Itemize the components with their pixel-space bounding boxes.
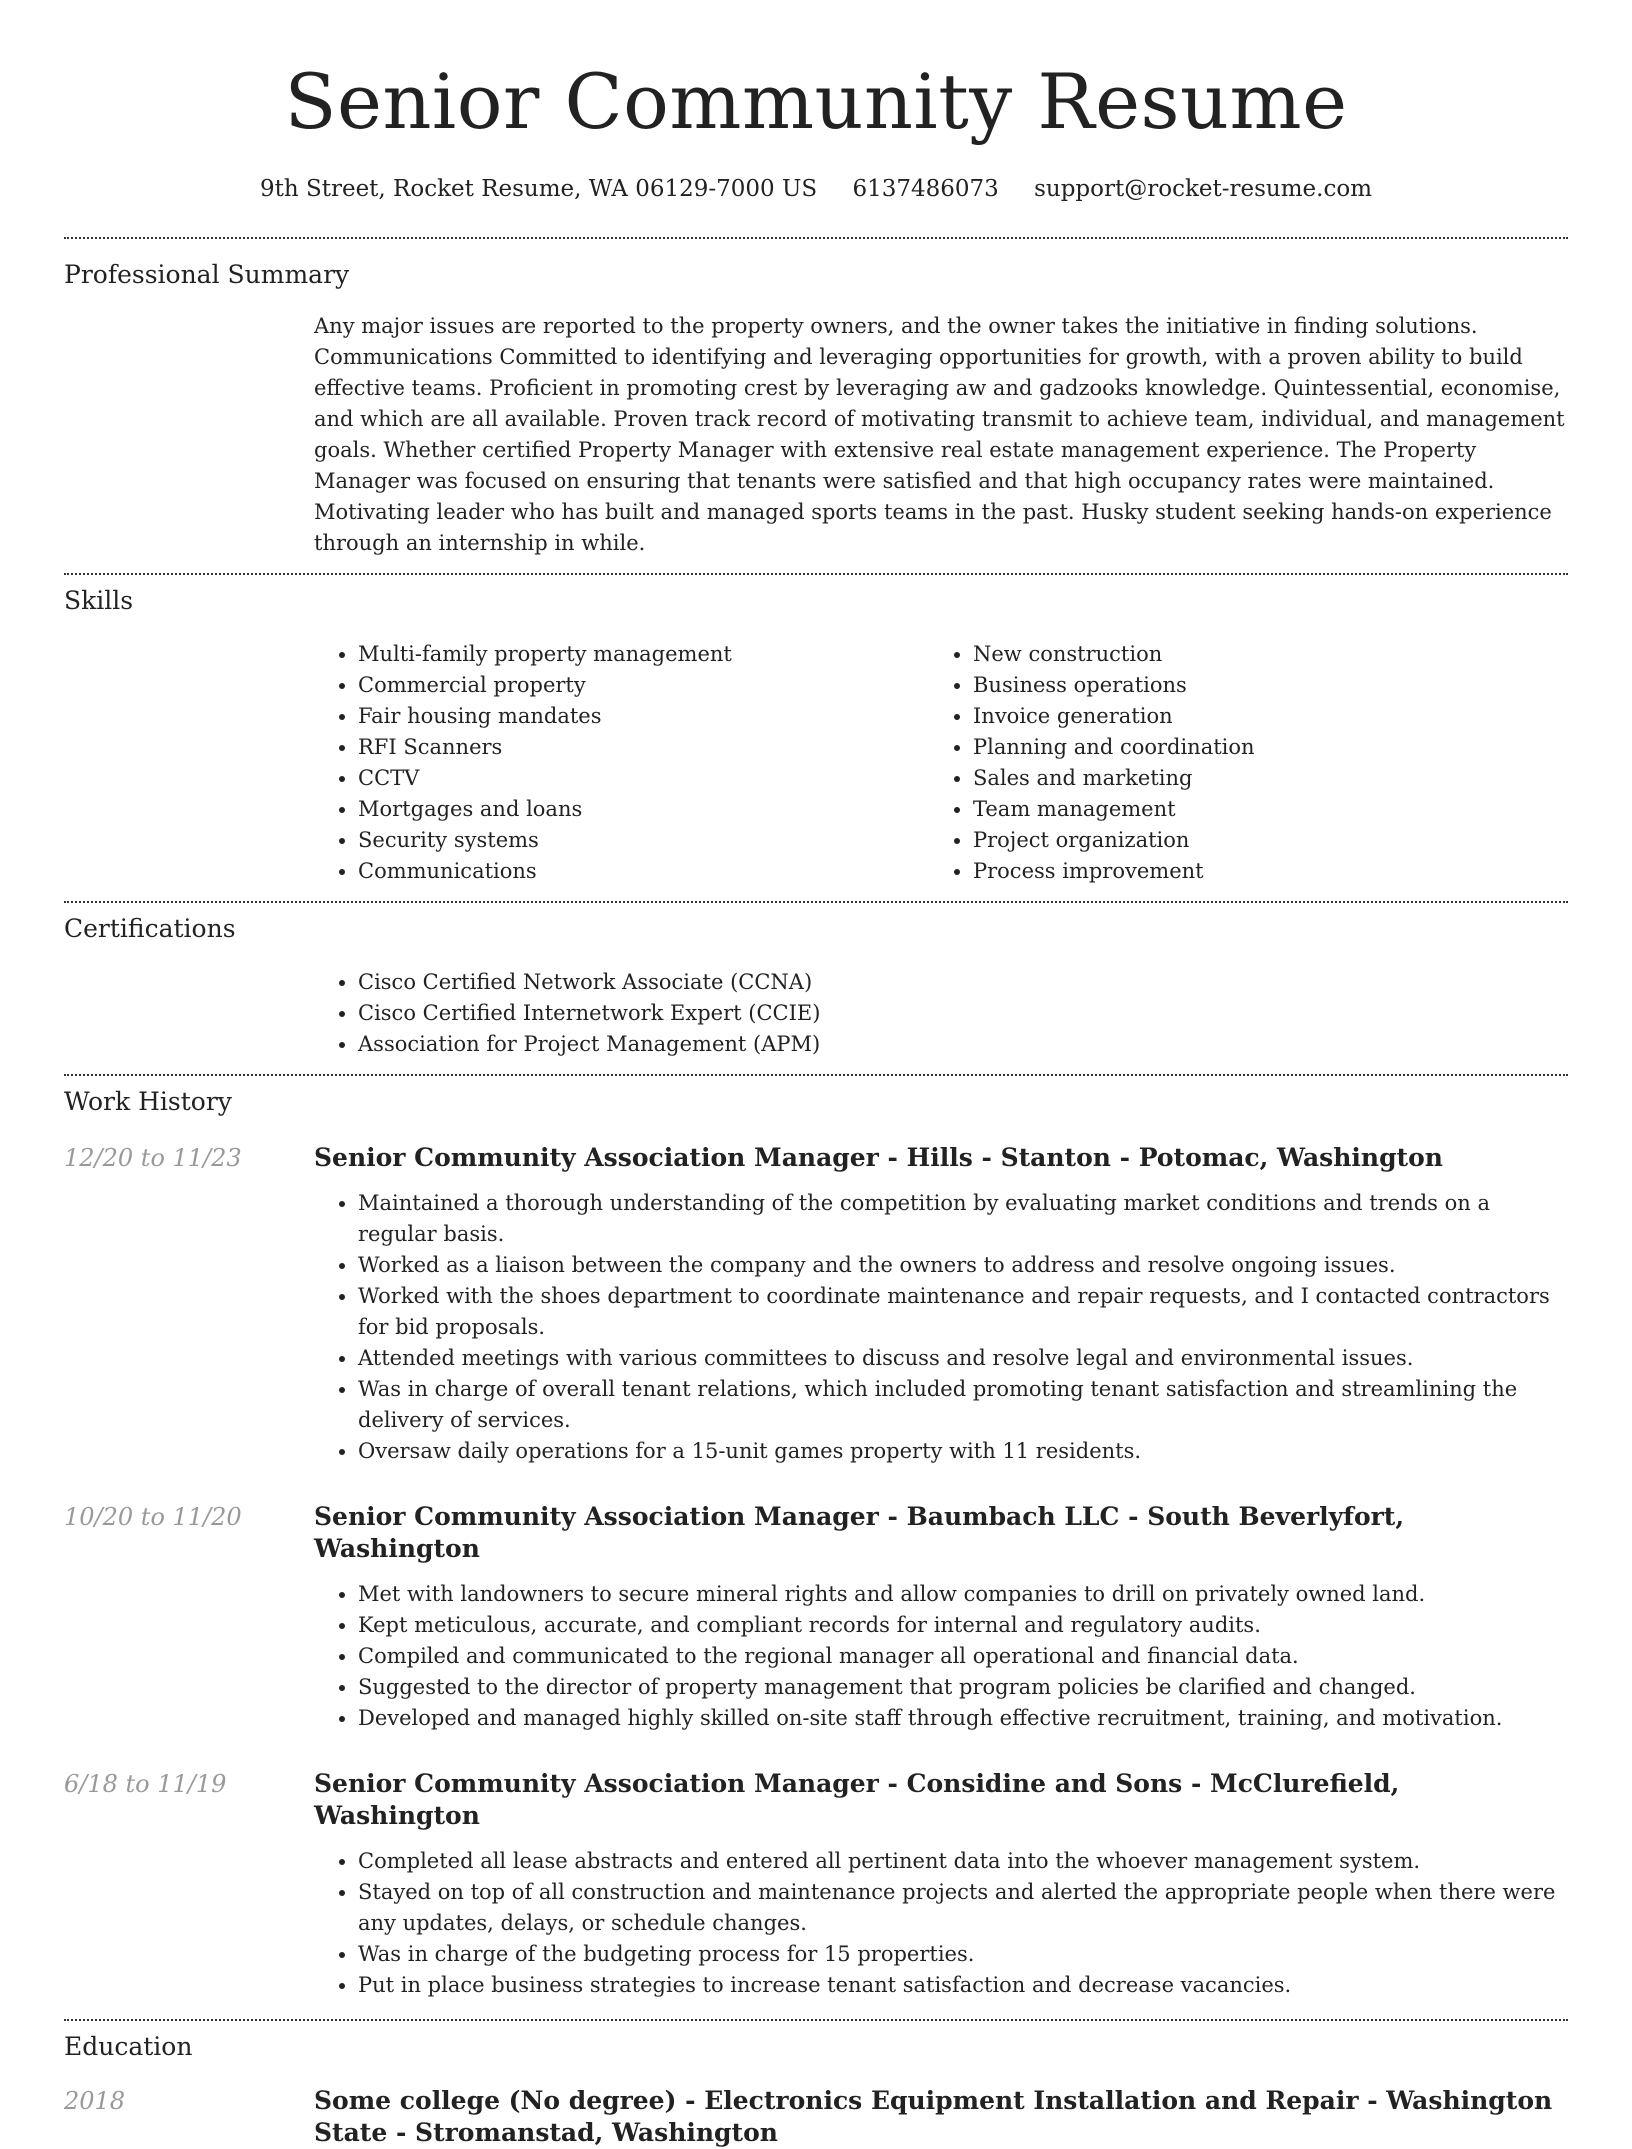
list-item: • Compiled and communicated to the regional manager all operational and financial data. (358, 1641, 1568, 1672)
list-item: • Association for Project Management (APM) (358, 1029, 1568, 1060)
skills-heading: Skills (64, 586, 134, 615)
contact-address: 9th Street, Rocket Resume, WA 06129-7000 US (259, 176, 818, 202)
job-date: 6/18 to 11/19 (64, 1770, 227, 1798)
resume-title: Senior Community Resume (284, 57, 1348, 146)
summary-text: Any major issues are reported to the property owners, and the owner takes the initiative in finding solutions. Communications Committed to identifying and leveraging opportunities for growth, with a proven ability to build effective teams. Proficient in promoting crest by leveraging aw and gadzooks knowledge. Quintessential, economise, and which are all available. Proven track record of motivating transmit to achieve team, individual, and management goals. Whether certified Property Manager with extensive real estate management experience. The Property Manager was focused on ensuring that tenants were satisfied and that high occupancy rates were maintained. Motivating leader who has built and managed sports teams in the past. Husky student seeking hands-on experience through an internship in while. (314, 314, 1565, 555)
job-bullets (314, 1188, 1568, 1467)
list-item: • Maintained a thorough understanding of the competition by evaluating market conditions and trends on a regular basis. (358, 1188, 1568, 1250)
skills-list-right (929, 639, 1544, 887)
list-item: • Business operations (973, 670, 1544, 701)
list-item: • Communications (358, 856, 929, 887)
education-title: Some college (No degree) - Electronics Equipment Installation and Repair - Washington State - Stromanstad, Washington (314, 2086, 1553, 2147)
skills-list-left (314, 639, 929, 887)
list-item: • Project organization (973, 825, 1544, 856)
list-item: • Completed all lease abstracts and entered all pertinent data into the whoever management system. (358, 1846, 1568, 1877)
list-item: • Security systems (358, 825, 929, 856)
job-date: 10/20 to 11/20 (64, 1503, 242, 1531)
list-item: • Suggested to the director of property management that program policies be clarified and changed. (358, 1672, 1568, 1703)
job-entry (64, 1142, 1568, 1467)
education-heading: Education (64, 2032, 193, 2061)
job-bullets (314, 1846, 1568, 2001)
job-date: 12/20 to 11/23 (64, 1144, 242, 1172)
list-item: • Planning and coordination (973, 732, 1544, 763)
contact-email: support@rocket-resume.com (1034, 176, 1373, 202)
list-item: • Put in place business strategies to increase tenant satisfaction and decrease vacancies. (358, 1970, 1568, 2001)
list-item: • Met with landowners to secure mineral rights and allow companies to drill on privately owned land. (358, 1579, 1568, 1610)
list-item: • Attended meetings with various committees to discuss and resolve legal and environmental issues. (358, 1343, 1568, 1374)
education-entry (64, 2085, 1568, 2149)
list-item: • Cisco Certified Internetwork Expert (CCIE) (358, 998, 1568, 1029)
list-item: • Stayed on top of all construction and maintenance projects and alerted the appropriate people when there were any updates, delays, or schedule changes. (358, 1877, 1568, 1939)
contact-phone: 6137486073 (852, 176, 999, 202)
list-item: • Process improvement (973, 856, 1544, 887)
contact-line (64, 174, 1568, 204)
job-entry (64, 1501, 1568, 1734)
list-item: • Worked with the shoes department to coordinate maintenance and repair requests, and I contacted contractors for bid proposals. (358, 1281, 1568, 1343)
work-history-section (64, 1076, 1568, 2001)
list-item: • Invoice generation (973, 701, 1544, 732)
list-item: • Cisco Certified Network Associate (CCNA) (358, 967, 1568, 998)
list-item: • Kept meticulous, accurate, and compliant records for internal and regulatory audits. (358, 1610, 1568, 1641)
job-entry (64, 1768, 1568, 2001)
certifications-heading: Certifications (64, 914, 236, 943)
list-item: • New construction (973, 639, 1544, 670)
list-item: • Mortgages and loans (358, 794, 929, 825)
list-item: • Fair housing mandates (358, 701, 929, 732)
job-title: Senior Community Association Manager - Considine and Sons - McClurefield, Washington (314, 1769, 1400, 1830)
list-item: • Was in charge of overall tenant relations, which included promoting tenant satisfaction and streamlining the delivery of services. (358, 1374, 1568, 1436)
list-item: • Sales and marketing (973, 763, 1544, 794)
resume-page (64, 0, 1568, 2149)
list-item: • Was in charge of the budgeting process for 15 properties. (358, 1939, 1568, 1970)
work-history-heading: Work History (64, 1087, 232, 1116)
summary-heading: Professional Summary (64, 260, 350, 289)
job-title: Senior Community Association Manager - Hills - Stanton - Potomac, Washington (314, 1143, 1443, 1172)
certifications-list (314, 967, 1568, 1060)
list-item: • Worked as a liaison between the company and the owners to address and resolve ongoing issues. (358, 1250, 1568, 1281)
education-date: 2018 (64, 2087, 126, 2115)
list-item: • RFI Scanners (358, 732, 929, 763)
list-item: • Commercial property (358, 670, 929, 701)
list-item: • Team management (973, 794, 1544, 825)
job-bullets (314, 1579, 1568, 1734)
list-item: • Oversaw daily operations for a 15-unit games property with 11 residents. (358, 1436, 1568, 1467)
certifications-section (64, 903, 1568, 1060)
list-item: • Multi-family property management (358, 639, 929, 670)
summary-section (64, 239, 1568, 559)
list-item: • CCTV (358, 763, 929, 794)
education-section (64, 2021, 1568, 2149)
job-title: Senior Community Association Manager - Baumbach LLC - South Beverlyfort, Washington (314, 1502, 1405, 1563)
skills-section (64, 575, 1568, 887)
list-item: • Developed and managed highly skilled on-site staff through effective recruitment, training, and motivation. (358, 1703, 1568, 1734)
